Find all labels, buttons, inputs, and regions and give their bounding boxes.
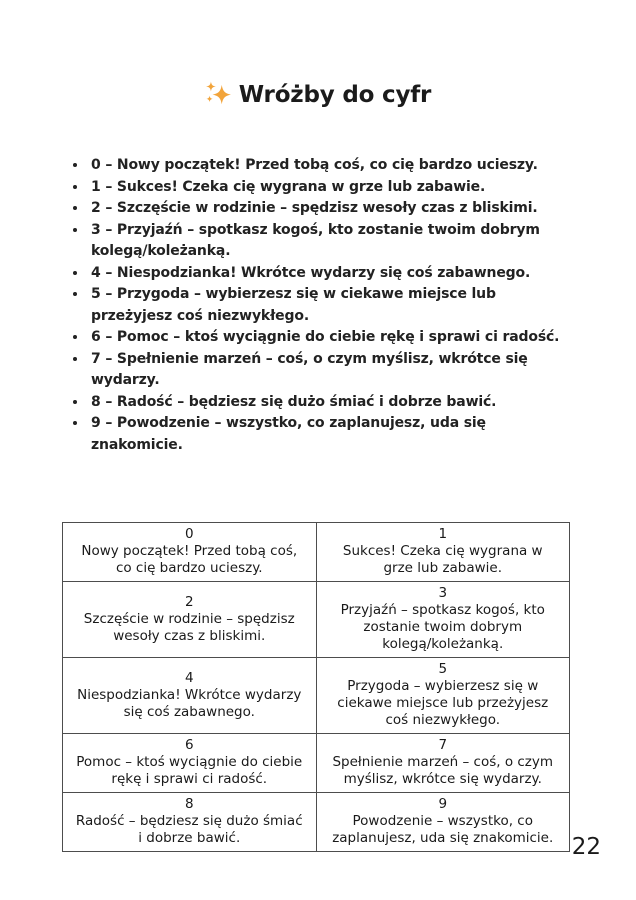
list-item: • 4 – Niespodzianka! Wkrótce wydarzy się coś zabawnego. (88, 263, 575, 285)
title-section (0, 0, 636, 111)
table-cell (316, 523, 570, 582)
cell-text: Pomoc – ktoś wyciągnie do ciebie rękę i sprawi ci radość. (76, 754, 303, 787)
sparkles-icon (205, 80, 232, 107)
cell-digit: 0 (184, 526, 194, 542)
table-cell (63, 523, 317, 582)
page-title: Wróżby do cyfr (238, 82, 432, 108)
cell-text: Powodzenie – wszystko, co zaplanujesz, uda się znakomicie. (332, 813, 554, 846)
cell-digit: 8 (184, 796, 194, 812)
list-item: • 0 – Nowy początek! Przed tobą coś, co cię bardzo ucieszy. (88, 155, 575, 177)
table-row (63, 658, 570, 734)
list-item: • 7 – Spełnienie marzeń – coś, o czym myślisz, wkrótce się wydarzy. (88, 349, 575, 392)
table-row (63, 523, 570, 582)
table-row (63, 734, 570, 793)
table-cell (316, 658, 570, 734)
cell-text: Przyjaźń – spotkasz kogoś, kto zostanie twoim dobrym kolegą/koleżanką. (340, 602, 545, 652)
cell-digit: 4 (184, 669, 194, 686)
fortune-list (70, 155, 575, 456)
cell-text: Przygoda – wybierzesz się w ciekawe miejsce lub przeżyjesz coś niezwykłego. (337, 678, 549, 728)
table-row (63, 582, 570, 658)
cell-digit: 2 (184, 593, 194, 610)
table-row (63, 793, 570, 852)
list-item: • 2 – Szczęście w rodzinie – spędzisz wesoły czas z bliskimi. (88, 198, 575, 220)
cell-digit: 7 (438, 737, 448, 753)
list-item: • 5 – Przygoda – wybierzesz się w ciekawe miejsce lub przeżyjesz coś niezwykłego. (88, 284, 575, 327)
cell-digit: 1 (438, 526, 448, 542)
table-cell (316, 793, 570, 852)
fortune-table (62, 522, 570, 852)
cell-digit: 6 (184, 737, 194, 753)
cell-text: Radość – będziesz się dużo śmiać i dobrze bawić. (75, 813, 303, 846)
table-cell (316, 582, 570, 658)
table-cell (316, 734, 570, 793)
cell-text: Sukces! Czeka cię wygrana w grze lub zabawie. (342, 543, 543, 576)
cell-digit: 5 (438, 661, 448, 677)
list-item: • 6 – Pomoc – ktoś wyciągnie do ciebie rękę i sprawi ci radość. (88, 327, 575, 349)
list-item: • 1 – Sukces! Czeka cię wygrana w grze lub zabawie. (88, 177, 575, 199)
page-number: 22 (571, 834, 601, 860)
fortune-table-body (63, 523, 570, 852)
cell-text: Nowy początek! Przed tobą coś, co cię bardzo ucieszy. (81, 543, 298, 576)
cell-digit: 9 (438, 796, 448, 812)
cell-text: Niespodzianka! Wkrótce wydarzy się coś zabawnego. (77, 686, 302, 720)
table-cell (63, 734, 317, 793)
list-item: • 8 – Radość – będziesz się dużo śmiać i dobrze bawić. (88, 392, 575, 414)
list-item: • 3 – Przyjaźń – spotkasz kogoś, kto zostanie twoim dobrym kolegą/koleżanką. (88, 220, 575, 263)
table-cell (63, 793, 317, 852)
table-cell (63, 582, 317, 658)
list-item: • 9 – Powodzenie – wszystko, co zaplanujesz, uda się znakomicie. (88, 413, 575, 456)
table-cell (63, 658, 317, 734)
cell-text: Szczęście w rodzinie – spędzisz wesoły czas z bliskimi. (83, 610, 295, 644)
cell-digit: 3 (438, 585, 448, 601)
cell-text: Spełnienie marzeń – coś, o czym myślisz, wkrótce się wydarzy. (332, 754, 554, 787)
